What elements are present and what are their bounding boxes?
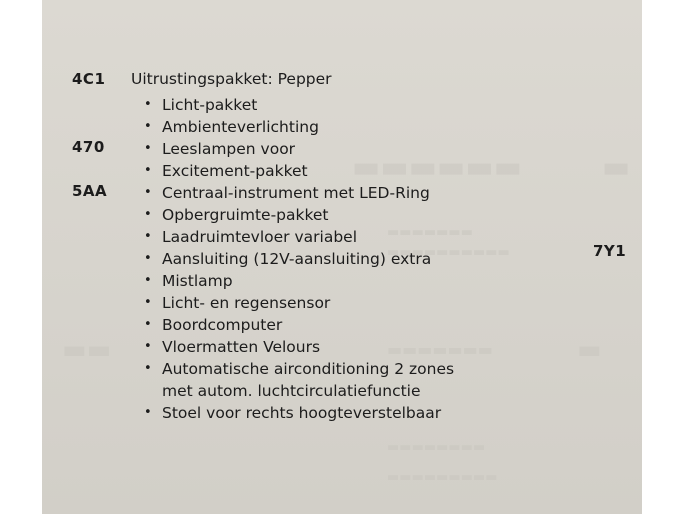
bullet-icon: • [144,251,152,266]
bullet-icon: • [144,317,152,332]
show-through-shape: ▬▬▬▬▬▬▬ [387,340,493,359]
bullet-icon: • [144,273,152,288]
show-through-shape: ▬▬▬▬▬▬▬▬▬ [387,470,498,485]
list-item-text: Aansluiting (12V-aansluiting) extra [162,250,432,268]
list-item [144,270,454,292]
list-item-text: Ambienteverlichting [162,118,319,136]
list-item-text: met autom. luchtcirculatiefunctie [162,382,421,400]
show-through-shape: ▬▬▬▬▬▬▬ [387,225,473,240]
bullet-icon: • [144,163,152,178]
list-item-text: Mistlamp [162,272,233,290]
bullet-icon: • [144,229,152,244]
package-title: Uitrustingspakket: Pepper [131,70,332,88]
bullet-icon: • [144,185,152,200]
list-item [144,138,454,160]
list-item-text: Vloermatten Velours [162,338,321,356]
list-item [144,336,454,358]
bullet-icon: • [144,207,152,222]
list-item-text: Licht-pakket [162,96,258,114]
list-item-text: Excitement-pakket [162,162,308,180]
list-item [144,204,454,226]
equipment-list [144,94,454,424]
option-code: 7Y1 [593,242,627,260]
show-through-shape: ▬ [577,335,602,365]
list-item-text: Centraal-instrument met LED-Ring [162,184,430,202]
list-item [144,314,454,336]
bullet-icon: • [144,405,152,420]
list-item [144,292,454,314]
bullet-icon: • [144,295,152,310]
list-item [144,160,454,182]
list-item-text: Stoel voor rechts hoogteverstelbaar [162,404,442,422]
list-item [144,182,454,204]
list-item [144,94,454,116]
show-through-shape: ▬▬▬▬▬▬▬▬ [387,440,486,455]
list-item-text: Laadruimtevloer variabel [162,228,358,246]
bullet-icon: • [144,339,152,354]
show-through-shape: ▬▬ [62,335,112,365]
list-item [144,226,454,248]
option-code: 5AA [72,182,108,200]
option-code: 4C1 [72,70,106,88]
bullet-icon: • [144,97,152,112]
show-through-shape: ▬ [602,150,631,185]
list-item [144,248,454,270]
bullet-icon: • [144,141,152,156]
list-item-text: Licht- en regensensor [162,294,331,312]
show-through-shape: ▬▬▬▬▬▬ [352,150,523,185]
list-item [144,116,454,138]
list-item-text: Opbergruimte-pakket [162,206,329,224]
list-item-text: Boordcomputer [162,316,283,334]
list-item-text: Automatische airconditioning 2 zones [162,360,455,378]
show-through-shape: ▬▬▬▬▬▬▬▬▬▬ [387,245,510,260]
list-item-text: Leeslampen voor [162,140,296,158]
option-code: 470 [72,138,105,156]
list-item [144,402,454,424]
bullet-icon: • [144,361,152,376]
bullet-icon: • [144,119,152,134]
list-item [144,358,454,402]
